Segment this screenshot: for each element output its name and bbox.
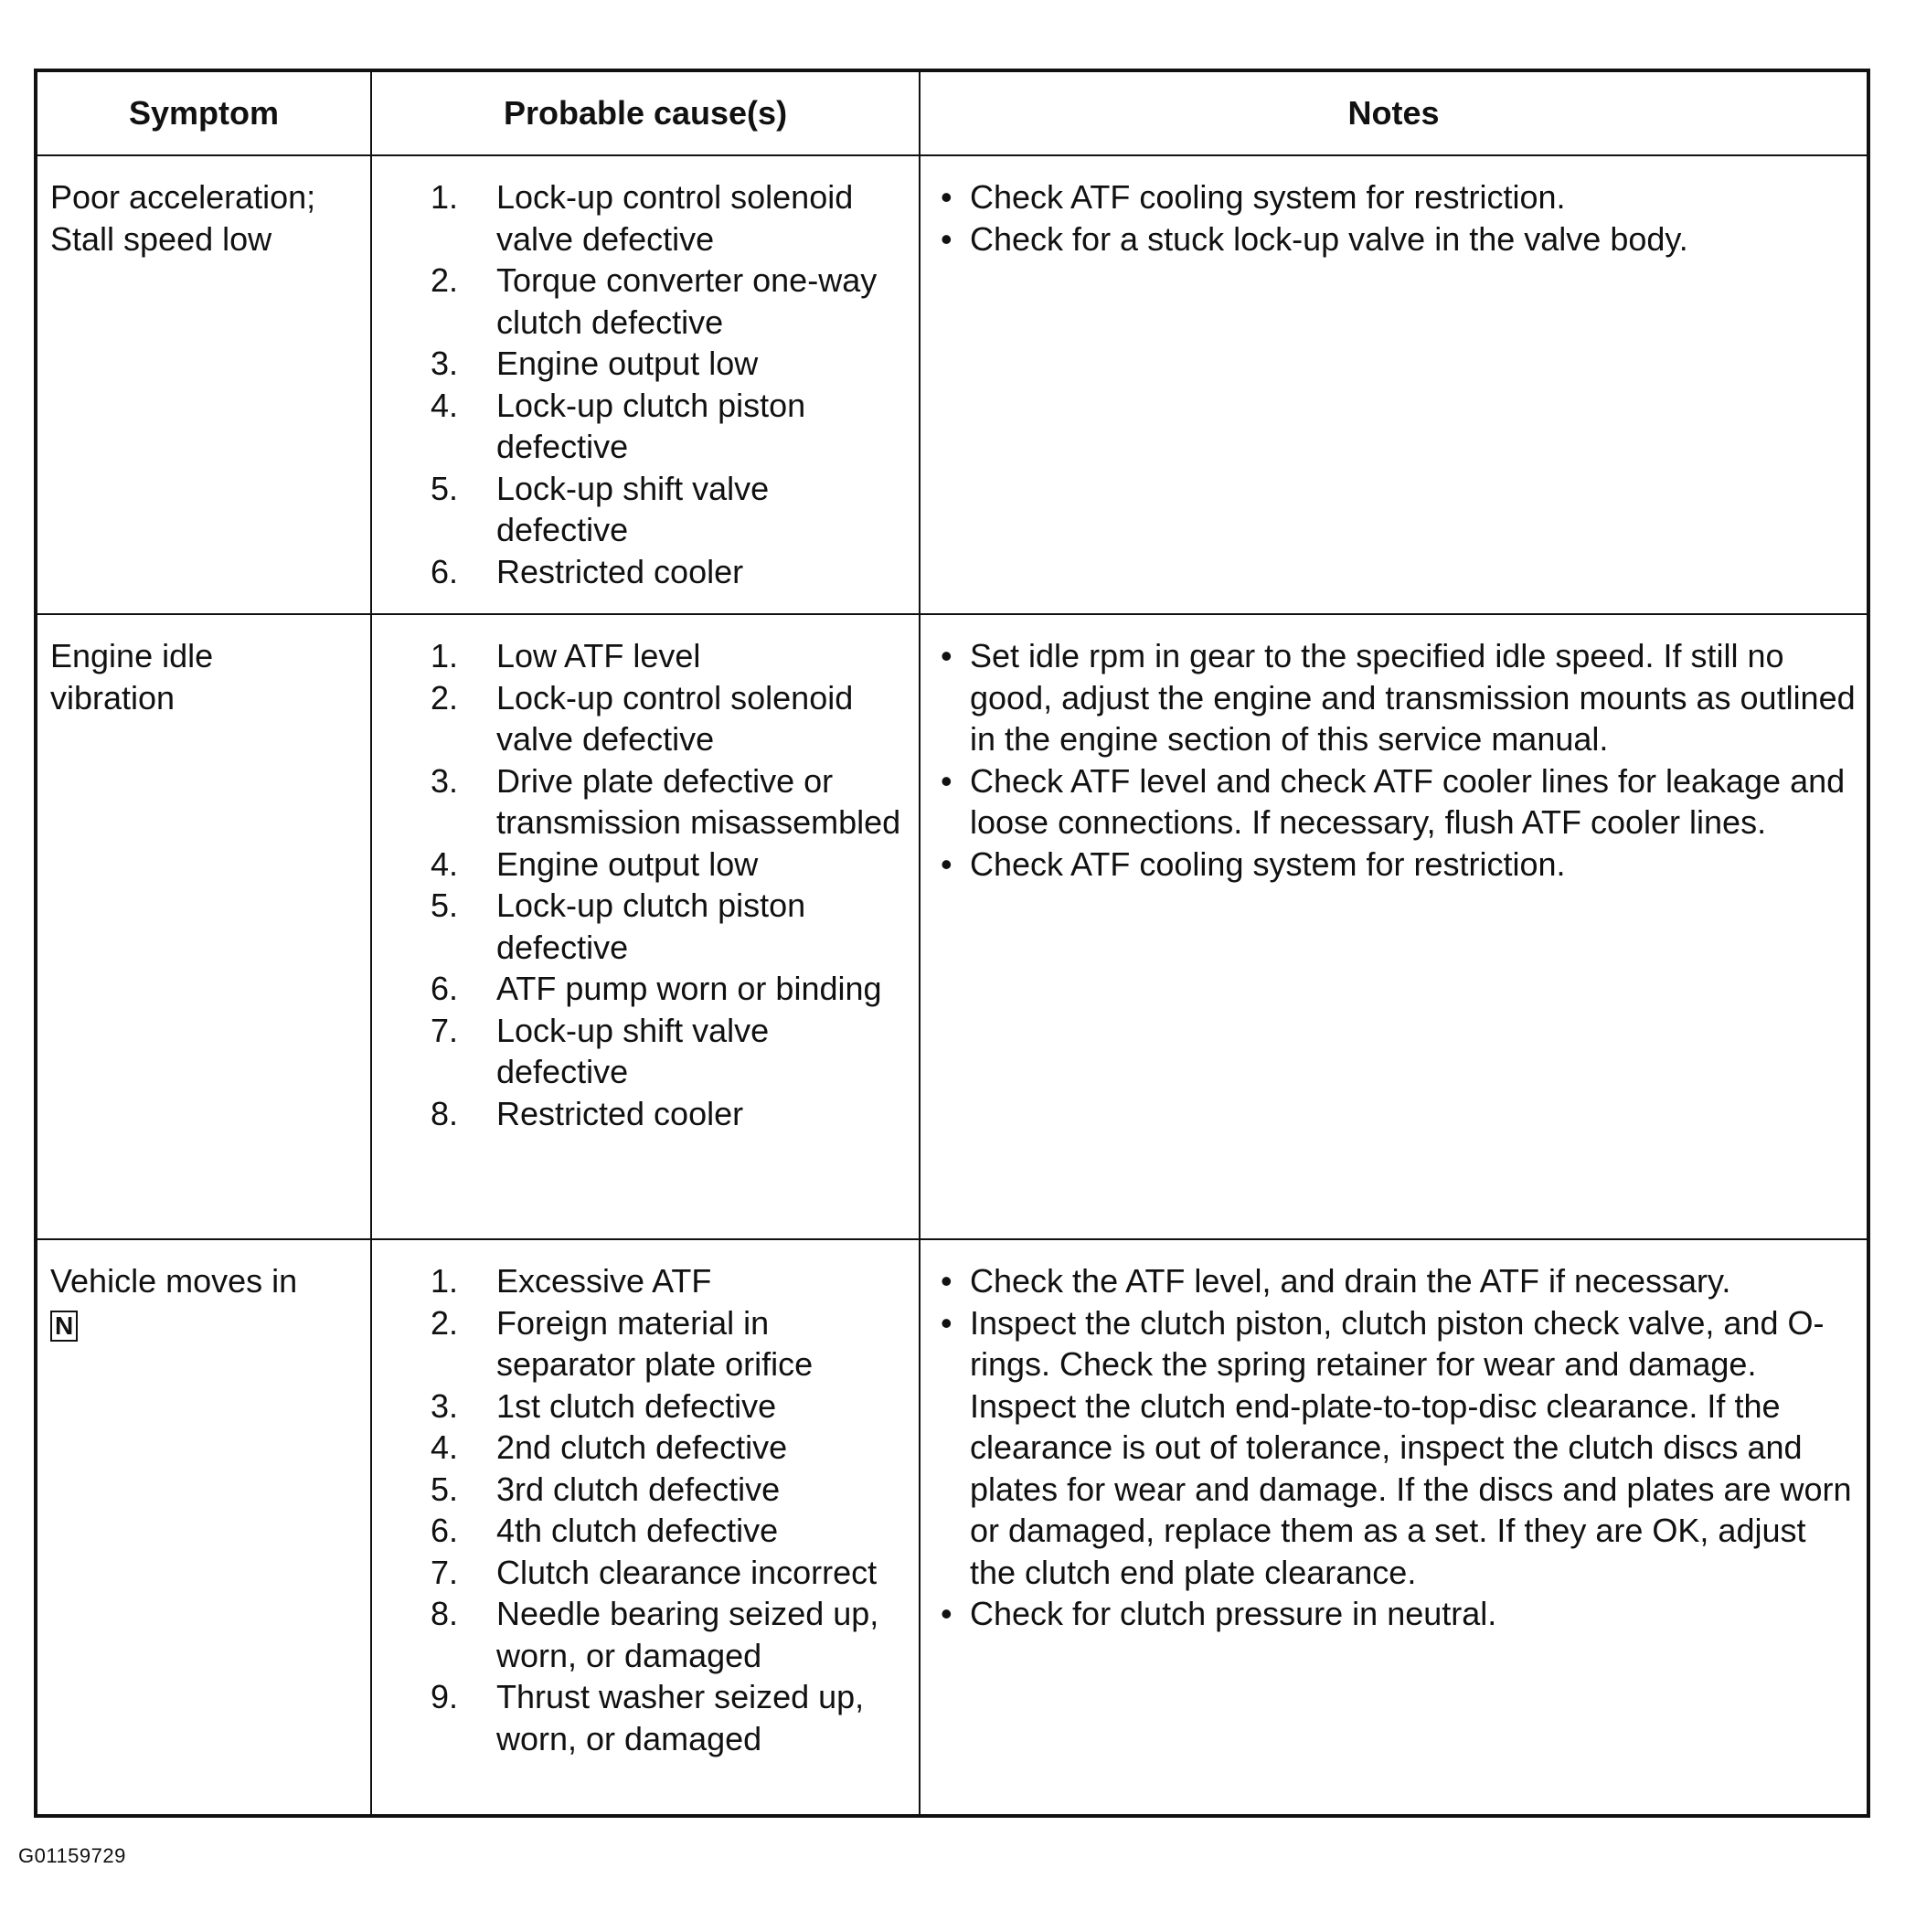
cause-number: 6.	[431, 1512, 459, 1549]
bullet-icon: •	[941, 844, 952, 883]
cause-text: Torque converter one-way clutch defective	[496, 261, 878, 341]
cause-item	[431, 1469, 908, 1511]
header-probable-causes: Probable cause(s)	[371, 72, 920, 155]
bullet-icon: •	[941, 1262, 952, 1300]
cause-number: 4.	[431, 844, 459, 883]
cause-number: 2.	[431, 261, 459, 299]
symptom-text: Poor acceleration;	[50, 178, 316, 216]
cause-text: Lock-up clutch piston defective	[496, 886, 806, 966]
note-item	[941, 635, 1856, 760]
cause-number: 3.	[431, 345, 459, 382]
cause-text: Foreign material in separator plate orifice	[496, 1303, 814, 1383]
cause-item	[431, 844, 908, 886]
cause-text: Lock-up shift valve defective	[496, 469, 770, 548]
note-item	[941, 176, 1856, 218]
causes-list	[385, 1260, 908, 1759]
table-header-row	[37, 72, 1867, 155]
cause-number: 8.	[431, 1094, 459, 1132]
cause-text: Excessive ATF	[496, 1262, 712, 1300]
bullet-icon: •	[941, 1303, 952, 1342]
cause-text: Thrust washer seized up, worn, or damaged	[496, 1678, 865, 1757]
cause-number: 5.	[431, 886, 459, 924]
cause-item	[431, 468, 908, 551]
cause-item	[431, 260, 908, 343]
cause-item	[431, 176, 908, 260]
cause-text: Lock-up control solenoid valve defective	[496, 678, 854, 758]
symptom-text: Engine idle	[50, 637, 214, 674]
notes-list	[933, 176, 1856, 260]
cause-text: Needle bearing seized up, worn, or damaged	[496, 1595, 879, 1674]
note-item	[941, 218, 1856, 260]
note-item	[941, 1593, 1856, 1635]
cause-number: 6.	[431, 970, 459, 1007]
symptom-cell	[37, 614, 371, 1239]
causes-cell	[371, 614, 920, 1239]
cause-number: 4.	[431, 386, 459, 424]
cause-item	[431, 1260, 908, 1302]
note-text: Check ATF cooling system for restriction.	[970, 178, 1566, 216]
note-item	[941, 1260, 1856, 1302]
cause-item	[431, 1093, 908, 1135]
cause-item	[431, 968, 908, 1010]
cause-number: 1.	[431, 178, 459, 216]
cause-item	[431, 1593, 908, 1676]
bullet-icon: •	[941, 637, 952, 674]
cause-number: 7.	[431, 1011, 459, 1049]
cause-number: 5.	[431, 469, 459, 507]
cause-text: 4th clutch defective	[496, 1512, 779, 1549]
note-item	[941, 844, 1856, 886]
symptom-cell	[37, 155, 371, 614]
cause-text: ATF pump worn or binding	[496, 970, 882, 1007]
note-item	[941, 1302, 1856, 1594]
cause-text: Restricted cooler	[496, 552, 744, 590]
cause-text: Drive plate defective or transmission misassembled	[496, 761, 901, 841]
cause-item	[431, 1010, 908, 1093]
cause-number: 3.	[431, 761, 459, 800]
troubleshooting-table	[37, 72, 1867, 1818]
bullet-icon: •	[941, 1595, 952, 1632]
notes-list	[933, 1260, 1856, 1635]
cause-number: 2.	[431, 678, 459, 717]
header-notes: Notes	[920, 72, 1867, 155]
cause-item	[431, 760, 908, 844]
cause-text: Clutch clearance incorrect	[496, 1553, 878, 1591]
cause-number: 4.	[431, 1428, 459, 1466]
note-item	[941, 760, 1856, 844]
cause-item	[431, 677, 908, 760]
cause-number: 9.	[431, 1678, 459, 1715]
table-row	[37, 1239, 1867, 1818]
cause-text: Lock-up control solenoid valve defective	[496, 178, 854, 258]
bullet-icon: •	[941, 219, 952, 258]
cause-number: 1.	[431, 637, 459, 674]
cause-item	[431, 1427, 908, 1469]
cause-text: Lock-up clutch piston defective	[496, 386, 806, 465]
cause-text: Engine output low	[496, 345, 759, 382]
cause-number: 1.	[431, 1262, 459, 1300]
causes-cell	[371, 1239, 920, 1818]
note-text: Check ATF level and check ATF cooler lines for leakage and loose connections. If necessary, flush ATF cooler lines.	[970, 761, 1846, 841]
cause-number: 2.	[431, 1303, 459, 1342]
symptom-text: Stall speed low	[50, 219, 272, 258]
note-text: Check for clutch pressure in neutral.	[970, 1595, 1497, 1632]
cause-item	[431, 1552, 908, 1594]
note-text: Set idle rpm in gear to the specified idle speed. If still no good, adjust the engine and transmission mounts as outlined in the engine section of this service manual.	[970, 637, 1856, 758]
causes-cell	[371, 155, 920, 614]
symptom-text: Vehicle moves in	[50, 1262, 298, 1300]
cause-number: 5.	[431, 1470, 459, 1508]
cause-text: Restricted cooler	[496, 1094, 744, 1132]
cause-item	[431, 1385, 908, 1428]
notes-cell	[920, 614, 1867, 1239]
cause-text: 1st clutch defective	[496, 1386, 777, 1425]
cause-text: 2nd clutch defective	[496, 1428, 788, 1466]
cause-number: 8.	[431, 1595, 459, 1632]
cause-number: 6.	[431, 552, 459, 590]
bullet-icon: •	[941, 761, 952, 800]
symptom-text: vibration	[50, 678, 176, 717]
header-symptom: Symptom	[37, 72, 371, 155]
cause-item	[431, 551, 908, 593]
note-text: Inspect the clutch piston, clutch piston check valve, and O-rings. Check the spring retainer for wear and damage. Inspect the clutch end-plate-to-top-disc clearance. If the clearance is out of tolerance, inspect the clutch discs and plates for wear and damage. If the discs and plates are worn or damaged, replace them as a set. If they are OK, adjust the clutch end plate clearance.	[970, 1303, 1852, 1591]
table-row	[37, 155, 1867, 614]
cause-item	[431, 885, 908, 968]
table-row	[37, 614, 1867, 1239]
cause-number: 7.	[431, 1553, 459, 1591]
cause-text: Low ATF level	[496, 637, 701, 674]
cause-text: Lock-up shift valve defective	[496, 1011, 770, 1090]
cause-item	[431, 635, 908, 677]
cause-item	[431, 385, 908, 468]
causes-list	[385, 635, 908, 1134]
cause-item	[431, 1676, 908, 1759]
note-text: Check for a stuck lock-up valve in the valve body.	[970, 219, 1688, 258]
notes-cell	[920, 1239, 1867, 1818]
note-text: Check ATF cooling system for restriction.	[970, 844, 1566, 883]
cause-item	[431, 343, 908, 385]
causes-list	[385, 176, 908, 592]
cause-text: Engine output low	[496, 844, 759, 883]
symptom-cell	[37, 1239, 371, 1818]
notes-list	[933, 635, 1856, 885]
cause-number: 3.	[431, 1386, 459, 1425]
bullet-icon: •	[941, 178, 952, 216]
neutral-position-badge: N	[50, 1311, 78, 1342]
cause-text: 3rd clutch defective	[496, 1470, 781, 1508]
cause-item	[431, 1510, 908, 1552]
note-text: Check the ATF level, and drain the ATF if necessary.	[970, 1262, 1731, 1300]
notes-cell	[920, 155, 1867, 614]
figure-id: G01159729	[18, 1844, 126, 1867]
cause-item	[431, 1302, 908, 1385]
troubleshooting-table-frame	[34, 69, 1870, 1818]
